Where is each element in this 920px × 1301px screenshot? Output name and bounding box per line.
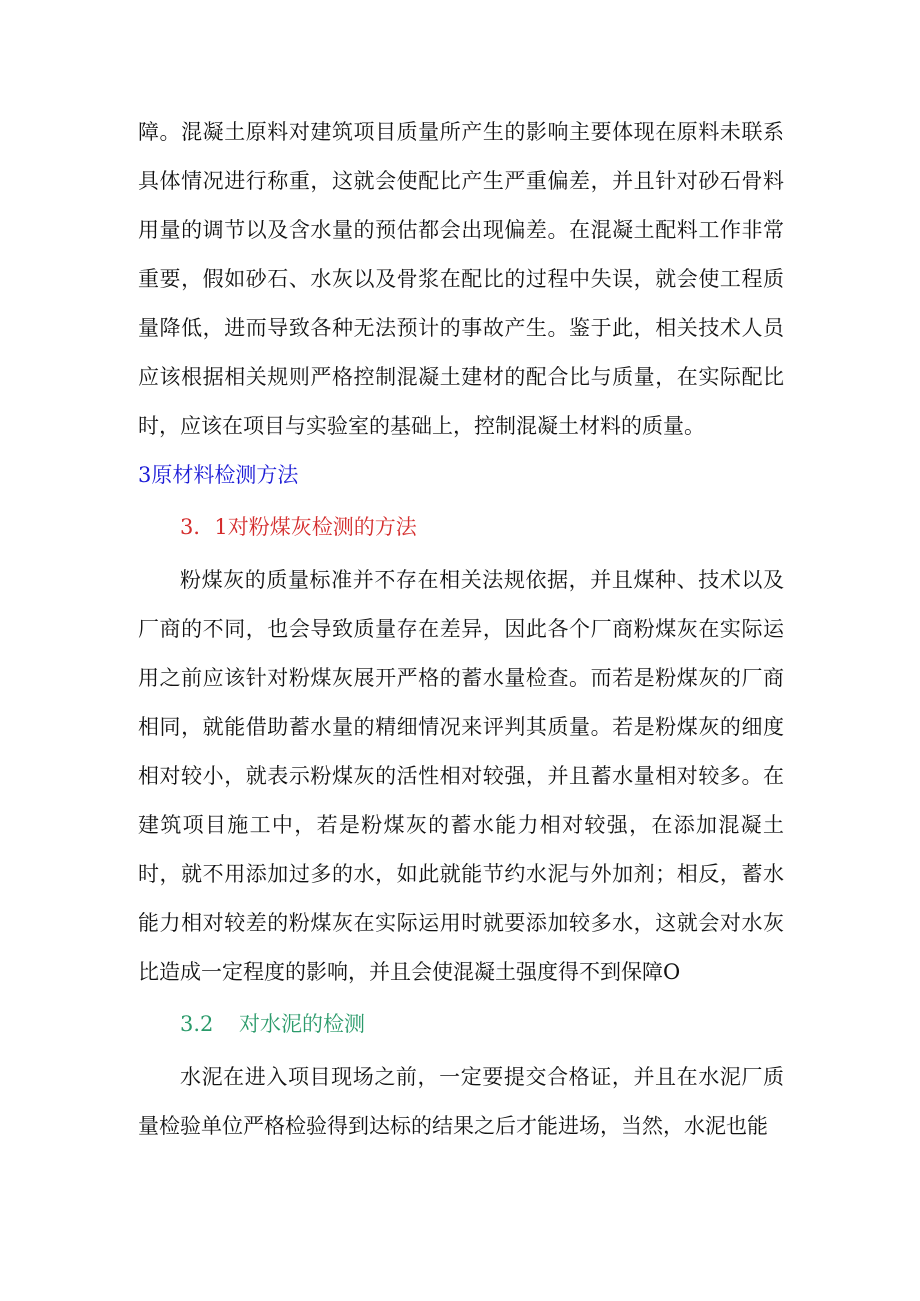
- section-heading-3-1: [138, 503, 784, 552]
- section-title: 对水泥的检测: [239, 1012, 365, 1036]
- section-number: 3: [138, 463, 152, 487]
- paragraph-1: 障。混凝土原料对建筑项目质量所产生的影响主要体现在原料未联系具体情况进行称重，这就会使配比产生严重偏差，并且针对砂石骨料用量的调节以及含水量的预估都会出现偏差。在混凝土配料工作非常重要，假如砂石、水灰以及骨浆在配比的过程中失误，就会使工程质量降低，进而导致各种无法预计的事故产生。鉴于此，相关技术人员应该根据相关规则严格控制混凝土建材的配合比与质量，在实际配比时，应该在项目与实验室的基础上，控制混凝土材料的质量。: [138, 120, 784, 438]
- section-number: 3.2: [180, 1012, 214, 1036]
- paragraph-2: 粉煤灰的质量标准并不存在相关法规依据，并且煤种、技术以及厂商的不同，也会导致质量存在差异，因此各个厂商粉煤灰在实际运用之前应该针对粉煤灰展开严格的蓄水量检查。而若是粉煤灰的厂商相同，就能借助蓄水量的精细情况来评判其质量。若是粉煤灰的细度相对较小，就表示粉煤灰的活性相对较强，并且蓄水量相对较多。在建筑项目施工中，若是粉煤灰的蓄水能力相对较强，在添加混凝土时，就不用添加过多的水，如此就能节约水泥与外加剂；相反，蓄水能力相对较差的粉煤灰在实际运用时就要添加较多水，这就会对水灰比造成一定程度的影响，并且会使混凝土强度得不到保障O: [138, 568, 784, 984]
- section-title: 原材料检测方法: [151, 463, 299, 487]
- section-number: 3．1: [180, 515, 228, 539]
- section-heading-3: [138, 451, 784, 500]
- paragraph-3: 水泥在进入项目现场之前，一定要提交合格证，并且在水泥厂质量检验单位严格检验得到达标的结果之后才能进场，当然，水泥也能: [138, 1065, 784, 1138]
- document-body: [138, 108, 784, 1151]
- section-heading-3-2: [138, 1000, 784, 1049]
- section-title: 对粉煤灰检测的方法: [227, 515, 417, 539]
